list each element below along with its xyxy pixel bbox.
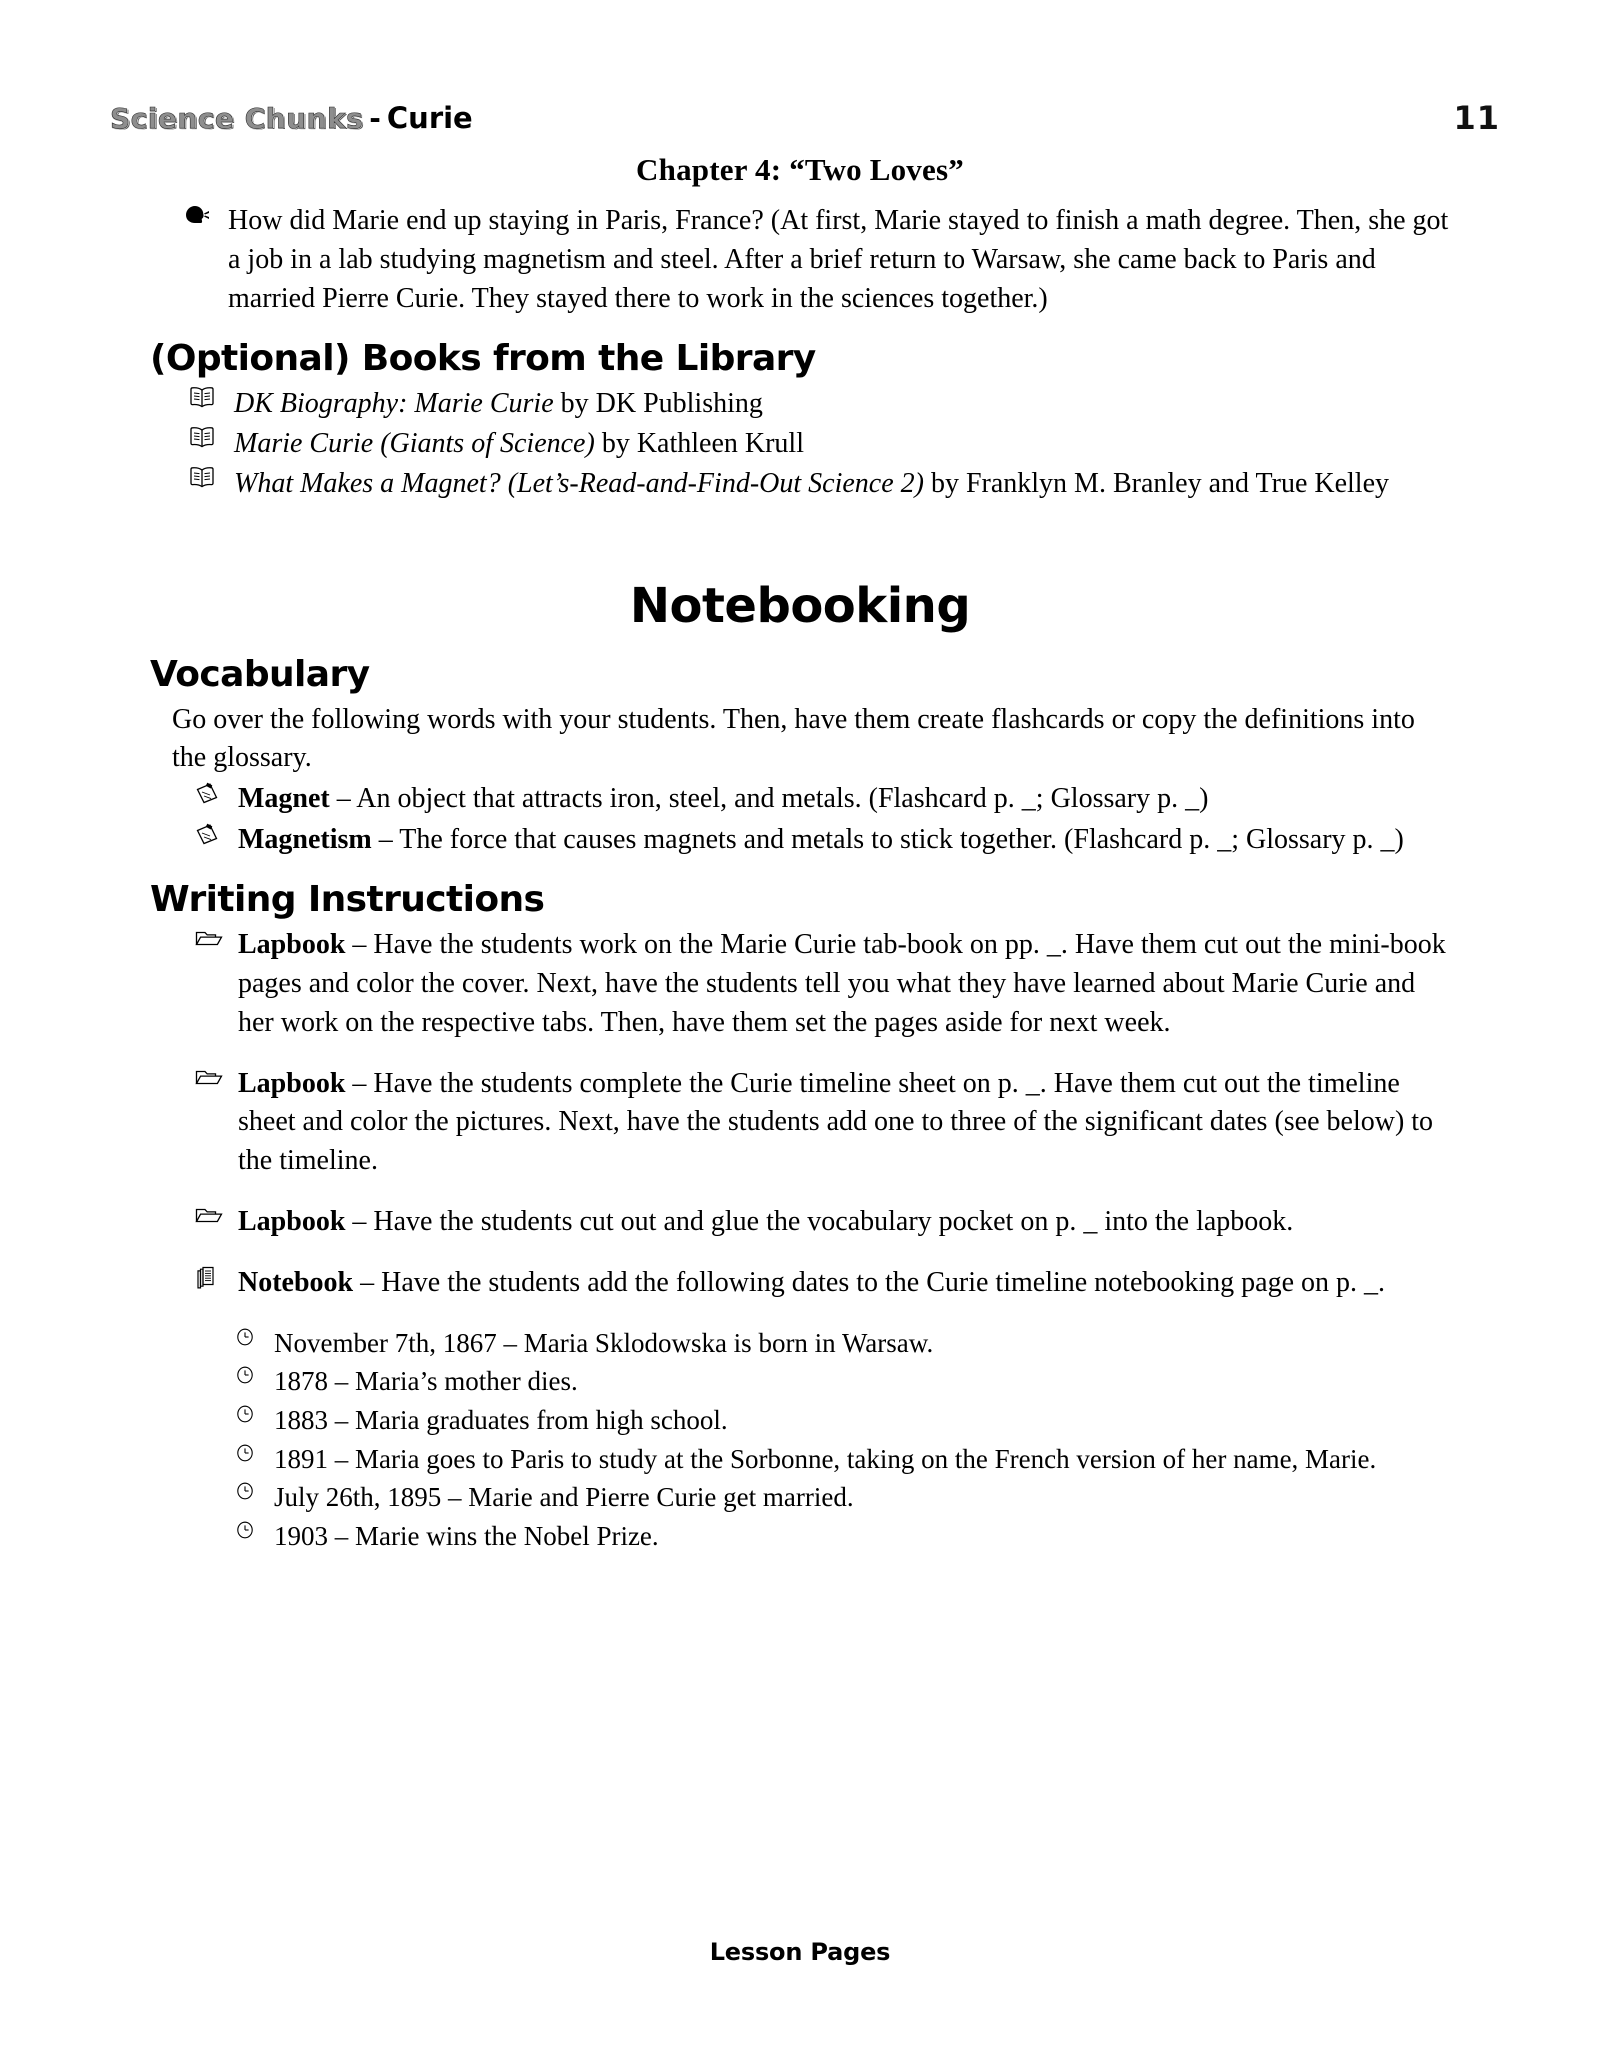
- library-book-list: [188, 385, 1450, 503]
- header-subject: Curie: [386, 101, 473, 135]
- speaking-head-icon: [182, 202, 228, 228]
- book-author: by DK Publishing: [553, 388, 763, 420]
- vocabulary-term: Magnetism: [238, 823, 372, 855]
- list-item: [234, 1325, 1450, 1362]
- book-title: DK Biography: Marie Curie: [234, 388, 554, 420]
- book-entry: [234, 385, 1450, 424]
- open-book-icon: [188, 425, 234, 449]
- list-item: [234, 1402, 1450, 1439]
- timeline-date: 1878 – Maria’s mother dies.: [274, 1366, 578, 1397]
- book-author: by Franklyn M. Branley and True Kelley: [923, 467, 1390, 499]
- clock-icon: [234, 1518, 274, 1540]
- list-item: [188, 465, 1450, 504]
- timeline-date: 1903 – Marie wins the Nobel Prize.: [274, 1521, 659, 1552]
- book-entry: [234, 465, 1450, 504]
- instruction-entry: [238, 926, 1450, 1042]
- clipboard-note-icon: [194, 821, 238, 847]
- brand-name: Science Chunks: [110, 102, 364, 135]
- book-title: Marie Curie (Giants of Science): [234, 428, 595, 460]
- instruction-entry: [238, 1203, 1450, 1242]
- timeline-date: November 7th, 1867 – Maria Sklodowska is born in Warsaw.: [274, 1327, 934, 1358]
- book-author: by Kathleen Krull: [594, 428, 804, 460]
- instruction-label: Lapbook: [238, 929, 346, 961]
- book-entry: [234, 425, 1450, 464]
- stacked-pages-icon: [194, 1264, 238, 1290]
- open-book-icon: [188, 465, 234, 489]
- page-title: Notebooking: [629, 577, 971, 634]
- chapter-question-text: How did Marie end up staying in Paris, France? (At first, Marie stayed to finish a math degree. Then, she got a job in a lab studying magnetism and steel. After a brief return to Warsaw, she came back to Paris and married Pierre Curie. They stayed there to work in the sciences together.): [228, 205, 1449, 314]
- list-item: [194, 1203, 1450, 1242]
- vocabulary-definition: – An object that attracts iron, steel, and metals. (Flashcard p. _; Glossary p. _): [329, 782, 1209, 814]
- open-folder-icon: [194, 1065, 238, 1089]
- instruction-label: Notebook: [238, 1266, 354, 1298]
- list-item: [234, 1441, 1450, 1478]
- list-item: [234, 1518, 1450, 1555]
- page-number: 11: [1453, 99, 1500, 137]
- list-item: [234, 1363, 1450, 1400]
- open-folder-icon: [194, 926, 238, 950]
- list-item: [194, 926, 1450, 1042]
- timeline-date: 1883 – Maria graduates from high school.: [274, 1404, 728, 1435]
- chapter-heading: Chapter 4: “Two Loves”: [636, 152, 964, 187]
- vocabulary-heading: Vocabulary: [150, 653, 370, 695]
- clock-icon: [234, 1479, 274, 1501]
- list-item: [194, 1065, 1450, 1181]
- vocabulary-term: Magnet: [238, 782, 330, 814]
- clock-icon: [234, 1363, 274, 1385]
- instruction-text: – Have the students add the following dates to the Curie timeline notebooking page on p. _.: [353, 1266, 1386, 1298]
- running-header: [110, 96, 1500, 140]
- list-item: [194, 1264, 1450, 1303]
- vocabulary-entry: [238, 780, 1450, 819]
- instruction-text: – Have the students complete the Curie timeline sheet on p. _. Have them cut out the timeline sheet and color the pictures. Next, have the students add one to three of the significant dates (see below) to the timeline.: [238, 1067, 1434, 1177]
- vocabulary-intro: Go over the following words with your students. Then, have them create flashcards or copy the definitions into the glossary.: [172, 703, 1415, 774]
- vocabulary-list: [194, 780, 1450, 860]
- list-item: [234, 1479, 1450, 1516]
- library-heading: (Optional) Books from the Library: [150, 338, 816, 380]
- clock-icon: [234, 1441, 274, 1463]
- list-item: [194, 780, 1450, 819]
- vocabulary-definition: – The force that causes magnets and metals to stick together. (Flashcard p. _; Glossary p. _): [371, 823, 1404, 855]
- open-book-icon: [188, 385, 234, 409]
- clipboard-note-icon: [194, 780, 238, 806]
- header-dash: -: [369, 102, 381, 135]
- instruction-label: Lapbook: [238, 1205, 346, 1237]
- chapter-question-row: [182, 202, 1450, 318]
- instruction-label: Lapbook: [238, 1067, 346, 1099]
- book-title: What Makes a Magnet? (Let’s-Read-and-Find-Out Science 2): [234, 467, 924, 499]
- list-item: [188, 385, 1450, 424]
- timeline-date-list: [234, 1325, 1450, 1555]
- vocabulary-entry: [238, 821, 1450, 860]
- instruction-entry: [238, 1065, 1450, 1181]
- instruction-entry: [238, 1264, 1450, 1303]
- footer-label: Lesson Pages: [709, 1938, 891, 1966]
- writing-instructions-list: [194, 926, 1450, 1302]
- list-item: [188, 425, 1450, 464]
- instruction-text: – Have the students work on the Marie Curie tab-book on pp. _. Have them cut out the mini-book pages and color the cover. Next, have the students tell you what they have learned about Marie Curie and her work on the respective tabs. Then, have them set the pages aside for next week.: [238, 929, 1446, 1038]
- writing-instructions-heading: Writing Instructions: [150, 879, 545, 921]
- clock-icon: [234, 1402, 274, 1424]
- clock-icon: [234, 1325, 274, 1347]
- open-folder-icon: [194, 1203, 238, 1227]
- page-content: [150, 152, 1450, 1557]
- timeline-date: 1891 – Maria goes to Paris to study at the Sorbonne, taking on the French version of her name, Marie.: [274, 1443, 1377, 1474]
- list-item: [194, 821, 1450, 860]
- timeline-date: July 26th, 1895 – Marie and Pierre Curie get married.: [274, 1482, 854, 1513]
- instruction-text: – Have the students cut out and glue the vocabulary pocket on p. _ into the lapbook.: [345, 1205, 1294, 1237]
- header-brand-group: [110, 101, 473, 135]
